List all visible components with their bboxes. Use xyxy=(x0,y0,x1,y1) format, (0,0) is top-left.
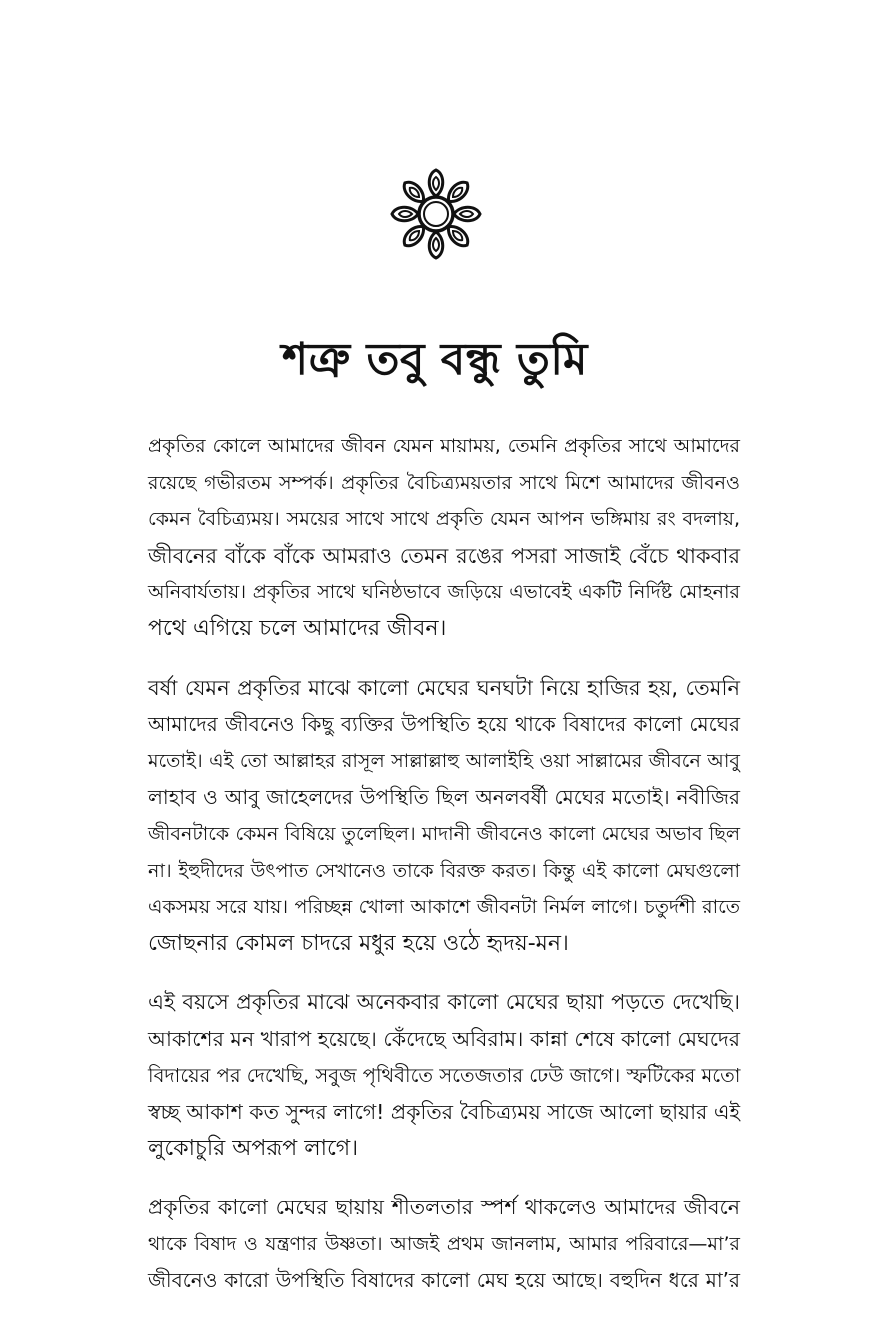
text-line: জীবনটাকে কেমন বিষিয়ে তুলেছিল। মাদানী জীবনেও কালো মেঘের অভাব ছিল xyxy=(148,822,740,845)
paragraph-2 xyxy=(148,670,740,963)
paragraph-3 xyxy=(148,984,740,1167)
text-line: পথে এগিয়ে চলে আমাদের জীবন। xyxy=(148,615,447,641)
paragraph-1 xyxy=(148,428,740,648)
chapter-title: শত্রু তবু বন্ধু তুমি xyxy=(282,334,588,385)
text-line: লাহাব ও আবু জাহেলদের উপস্থিতি ছিল অনলবর্ষী মেঘের মতোই। নবীজির xyxy=(148,785,740,810)
text-line: একসময় সরে যায়। পরিচ্ছন্ন খোলা আকাশে জীবনটা নির্মল লাগে। চতুর্দশী রাতে xyxy=(148,896,740,919)
chapter-body xyxy=(148,428,740,1321)
text-line: স্বচ্ছ আকাশ কত সুন্দর লাগে! প্রকৃতির বৈচিত্র্যময় সাজে আলো ছায়ার এই xyxy=(148,1100,741,1125)
text-line: মতোই। এই তো আল্লাহর রাসূল সাল্লাল্লাহু আলাইহি ওয়া সাল্লামের জীবনে আবু xyxy=(148,749,740,772)
text-line: জোছনার কোমল চাদরে মধুর হয়ে ওঠে হৃদয়-মন। xyxy=(148,930,569,956)
paragraph-4 xyxy=(148,1189,740,1299)
text-line: এই বয়সে প্রকৃতির মাঝে অনেকবার কালো মেঘের ছায়া পড়তে দেখেছি। xyxy=(148,990,740,1015)
text-line: অনিবার্যতায়। প্রকৃতির সাথে ঘনিষ্ঠভাবে জড়িয়ে এভাবেই একটি নির্দিষ্ট মোহনার xyxy=(148,581,740,604)
text-line: প্রকৃতির কোলে আমাদের জীবন যেমন মায়াময়, তেমনি প্রকৃতির সাথে আমাদের xyxy=(148,435,740,457)
text-line: প্রকৃতির কালো মেঘের ছায়ায় শীতলতার স্পর্শ থাকলেও আমাদের জীবনে xyxy=(148,1195,740,1220)
text-line: থাকে বিষাদ ও যন্ত্রণার উষ্ণতা। আজই প্রথম জানলাম, আমার পরিবারে—মা’র xyxy=(148,1232,740,1255)
text-line: লুকোচুরি অপরূপ লাগে। xyxy=(148,1135,359,1161)
text-line: না। ইহুদীদের উৎপাত সেখানেও তাকে বিরক্ত করত। কিন্তু এই কালো মেঘগুলো xyxy=(148,859,740,882)
text-line: জীবনেও কারো উপস্থিতি বিষাদের কালো মেঘ হয়ে আছে। বহুদিন ধরে মা’র xyxy=(148,1268,740,1293)
text-line: আমাদের জীবনেও কিছু ব্যক্তির উপস্থিতি হয়ে থাকে বিষাদের কালো মেঘের xyxy=(148,712,740,737)
text-line: বর্ষা যেমন প্রকৃতির মাঝে কালো মেঘের ঘনঘটা নিয়ে হাজির হয়, তেমনি xyxy=(148,675,740,700)
text-line: রয়েছে গভীরতম সম্পর্ক। প্রকৃতির বৈচিত্র্যময়তার সাথে মিশে আমাদের জীবনও xyxy=(148,471,740,494)
flower-ornament-icon xyxy=(398,164,474,264)
text-line: আকাশের মন খারাপ হয়েছে। কেঁদেছে অবিরাম। কান্না শেষে কালো মেঘদের xyxy=(148,1026,740,1051)
text-line: জীবনের বাঁকে বাঁকে আমরাও তেমন রঙের পসরা সাজাই বেঁচে থাকবার xyxy=(148,543,740,568)
text-line: কেমন বৈচিত্র্যময়। সময়ের সাথে সাথে প্রকৃতি যেমন আপন ভঙ্গিমায় রং বদলায়, xyxy=(148,508,740,531)
text-line: বিদায়ের পর দেখেছি, সবুজ পৃথিবীতে সতেজতার ঢেউ জাগে। স্ফটিকের মতো xyxy=(148,1063,741,1087)
